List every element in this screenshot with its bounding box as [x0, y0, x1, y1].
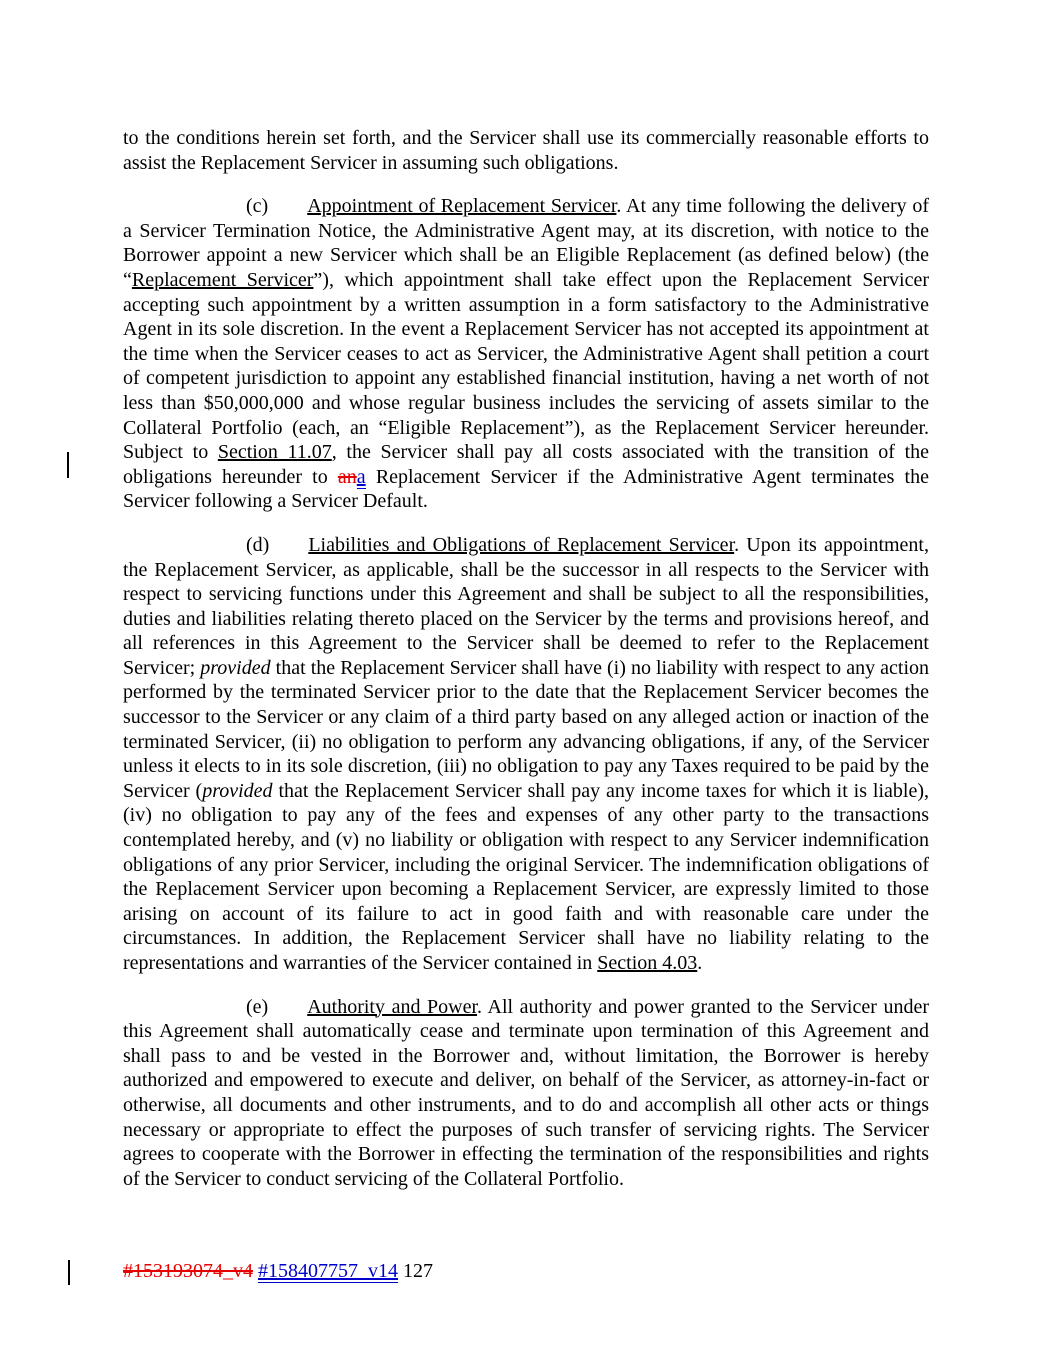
text-run: Liabilities and Obligations of Replacement Servicer [308, 533, 735, 556]
change-bar [68, 1260, 70, 1285]
text-run: a [356, 465, 366, 488]
text-run: provided [202, 779, 273, 802]
text-run: . [697, 952, 703, 974]
paragraph-d-liabilities-and-obligations [123, 533, 929, 976]
text-run: . Upon its appointment, the Replacement Servicer, as applicable, shall be the successor in all respects to the Servicer with respect to servicing functions under this Agreement and shall be subject to all the responsibilities, duties and liabilities relating thereto placed on the Servicer by the terms and provisions hereof, and all references in this Agreement to the Servicer shall be deemed to refer to the Replacement Servicer; [123, 533, 929, 679]
page-number: 127 [403, 1260, 433, 1282]
page-footer [123, 1259, 433, 1284]
text-run: Section 11.07 [217, 441, 332, 464]
text-run: Section 4.03 [597, 952, 698, 974]
text-run: ”), which appointment shall take effect upon the Replacement Servicer accepting such appointment by a written assumption in a form satisfactory to the Administrative Agent in its sole discretion. In the event a Replacement Servicer has not accepted its appointment at the time when the Servicer ceases to act as Servicer, the Administrative Agent shall petition a court of competent jurisdiction to appoint any established financial institution, having a net worth of not less than $50,000,000 and whose regular business includes the servicing of assets similar to the Collateral Portfolio (each, an “Eligible Replacement”), as the Replacement Servicer hereunder. Subject to [123, 268, 929, 464]
text-run: , the Servicer shall pay all costs associated with the transition of the obligations hereunder to [123, 441, 930, 488]
text-run: that the Replacement Servicer shall pay any income taxes for which it is liable), (iv) no obligation to pay any of the fees and expenses of any other party to the transactions contemplated hereby, and (v) no liability or obligation with respect to any Servicer indemnification obligations of any prior Servicer, including the original Servicer. The indemnification obligations of the Replacement Servicer upon becoming a Replacement Servicer, are expressly limited to those arising on account of its failure to act in good faith and with reasonable care under the circumstances. In addition, the Replacement Servicer shall have no liability relating to the representations and warranties of the Servicer contained in [123, 779, 929, 974]
paragraph-e-authority-and-power [123, 995, 929, 1192]
text-run: to the conditions herein set forth, and the Servicer shall use its commercially reasonable efforts to assist the Replacement Servicer in assuming such obligations. [123, 127, 929, 174]
change-bar [67, 452, 69, 478]
text-run: an [337, 465, 357, 488]
text-run: Authority and Power [307, 995, 478, 1018]
text-run: . At any time following the delivery of a Servicer Termination Notice, the Administrative Agent may, at its discretion, with notice to the Borrower appoint a new Servicer which shall be an Eligible Replacement (as defined below) (the “ [123, 195, 929, 291]
text-run: . All authority and power granted to the Servicer under this Agreement shall automatically cease and terminate upon termination of this Agreement and shall pass to and be vested in the Borrower and, without limitation, the Borrower is hereby authorized and empowered to execute and deliver, on behalf of the Servicer, as attorney-in-fact or otherwise, all documents and other instruments, and to do and accomplish all other acts or things necessary or appropriate to effect the purposes of such transfer of servicing rights. The Servicer agrees to cooperate with the Borrower in effecting the termination of the responsibilities and rights of the Servicer to conduct servicing of the Collateral Portfolio. [123, 995, 929, 1190]
text-run: (d) [246, 533, 270, 556]
text-run: (e) [246, 995, 269, 1018]
text-run: that the Replacement Servicer shall have (i) no liability with respect to any action performed by the terminated Servicer prior to the date that the Replacement Servicer becomes the successor to the Servicer or any claim of a third party based on any alleged action or inaction of the terminated Servicer, (ii) no obligation to perform any advancing obligations, if any, of the Servicer unless it elects to in its sole discretion, (iii) no obligation to pay any Taxes required to be paid by the Servicer ( [123, 656, 929, 802]
text-run: Replacement Servicer if the Administrative Agent terminates the Servicer following a Servicer Default. [123, 465, 929, 513]
deleted-doc-id: #153193074_v4 [123, 1260, 253, 1282]
inserted-doc-id: #158407757_v14 [258, 1260, 398, 1282]
document-body [123, 126, 929, 1210]
text-run: (c) [246, 195, 269, 218]
paragraph-c-appointment-of-replacement-servicer [123, 194, 929, 514]
text-run: provided [200, 656, 271, 679]
paragraph-continuation [123, 126, 929, 175]
text-run: Replacement Servicer [131, 268, 314, 291]
text-run: Appointment of Replacement Servicer [307, 195, 617, 218]
